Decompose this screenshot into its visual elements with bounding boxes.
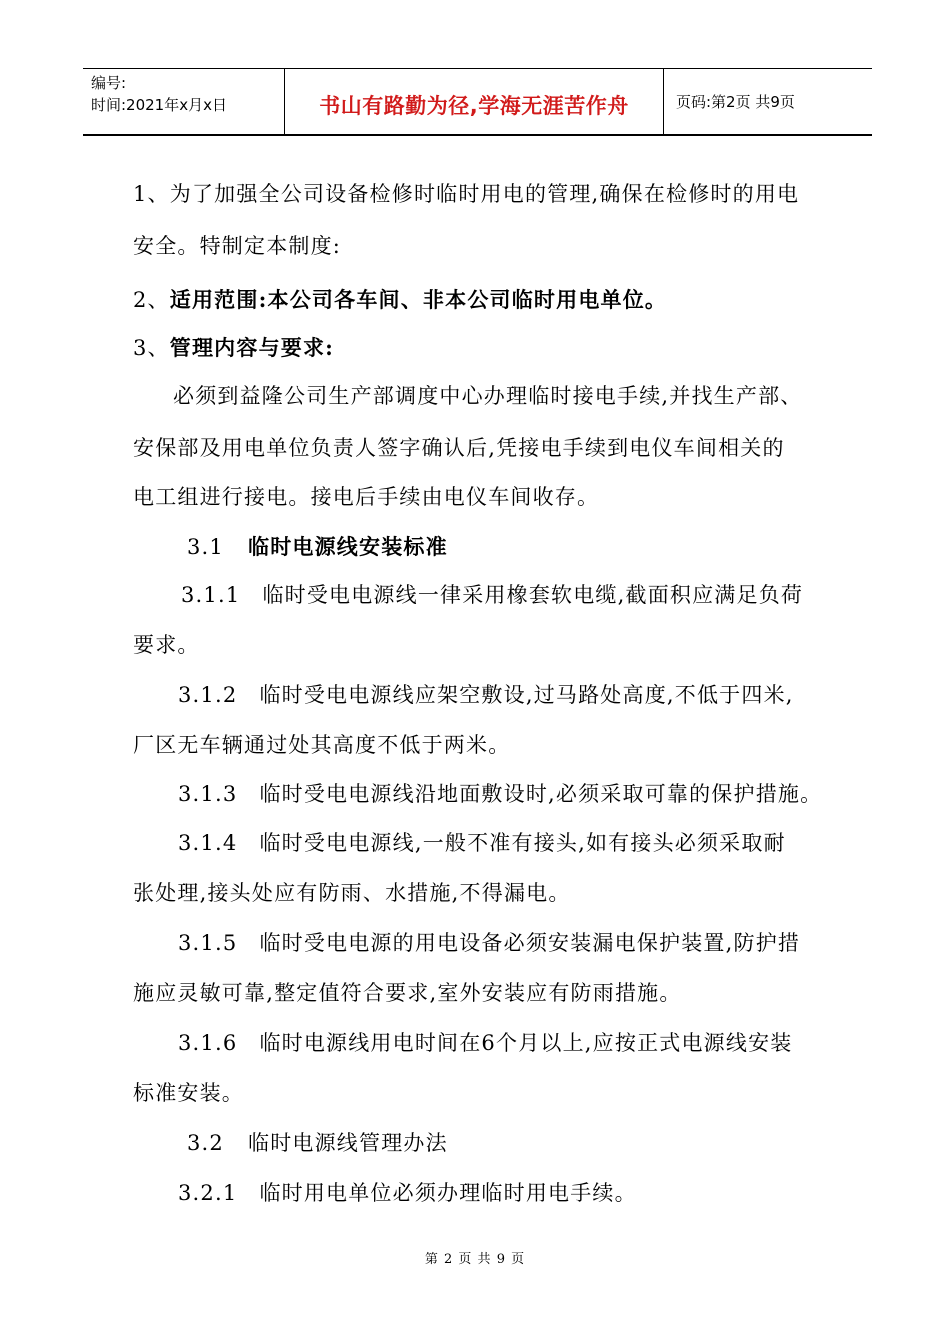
item-3-1-6-text: 临时电源线用电时间在6个月以上,应按正式电源线安装 [259, 1031, 793, 1055]
header-motto-cell [285, 69, 664, 134]
paragraph-2 [133, 284, 667, 314]
paragraph-3-text: 管理内容与要求: [169, 335, 335, 360]
item-3-1-5-text: 临时受电电源的用电设备必须安装漏电保护装置,防护措 [259, 931, 801, 955]
section-3-1-number: 3.1 [187, 535, 224, 559]
item-3-1-4-number: 3.1.4 [178, 831, 238, 855]
item-3-1-5-line-2: 施应灵敏可靠,整定值符合要求,室外安装应有防雨措施。 [133, 981, 682, 1005]
section-3-1-title: 临时电源线安装标准 [248, 534, 448, 559]
item-3-1-1-number: 3.1.1 [181, 583, 241, 607]
section-3-2-title: 临时电源线管理办法 [248, 1131, 448, 1155]
paragraph-4-line-1: 必须到益隆公司生产部调度中心办理临时接电手续,并找生产部、 [173, 384, 803, 408]
item-3-1-2-number: 3.1.2 [178, 683, 238, 707]
item-3-2-1-line-1 [178, 1177, 637, 1207]
paragraph-2-text: 适用范围:本公司各车间、非本公司临时用电单位。 [169, 287, 668, 312]
section-3-2-heading [187, 1127, 448, 1157]
paragraph-3-number: 3、 [133, 336, 170, 360]
item-3-1-6-line-1 [178, 1027, 792, 1057]
paragraph-3 [133, 332, 334, 362]
item-3-1-1-line-1 [181, 579, 803, 609]
item-3-1-2-line-2: 厂区无车辆通过处其高度不低于两米。 [133, 733, 511, 757]
item-3-1-4-line-2: 张处理,接头处应有防雨、水措施,不得漏电。 [133, 881, 571, 905]
paragraph-4-line-2: 安保部及用电单位负责人签字确认后,凭接电手续到电仪车间相关的 [133, 436, 785, 460]
item-3-1-5-number: 3.1.5 [178, 931, 238, 955]
item-3-1-4-line-1 [178, 827, 786, 857]
item-3-1-3-number: 3.1.3 [178, 782, 238, 806]
item-3-1-1-line-2: 要求。 [133, 633, 200, 657]
item-3-1-1-text: 临时受电电源线一律采用橡套软电缆,截面积应满足负荷 [262, 583, 804, 607]
item-3-1-3-text: 临时受电电源线沿地面敷设时,必须采取可靠的保护措施。 [259, 782, 823, 806]
header-meta [83, 69, 285, 134]
document-number-label: 编号: [91, 74, 127, 92]
footer-page-number: 第 2 页 共 9 页 [424, 1252, 526, 1267]
item-3-1-3-line-1 [178, 778, 822, 808]
item-3-1-2-line-1 [178, 679, 794, 709]
item-3-2-1-text: 临时用电单位必须办理临时用电手续。 [259, 1181, 637, 1205]
header-page-cell [664, 69, 872, 134]
section-3-2-number: 3.2 [187, 1131, 224, 1155]
paragraph-1-line-2: 安全。特制定本制度: [133, 234, 342, 258]
paragraph-4-line-3: 电工组进行接电。接电后手续由电仪车间收存。 [133, 485, 600, 509]
paragraph-1-line-1: 1、为了加强全公司设备检修时临时用电的管理,确保在检修时的用电 [133, 182, 800, 206]
section-3-1-heading [187, 531, 448, 561]
paragraph-2-number: 2、 [133, 288, 170, 312]
item-3-1-2-text: 临时受电电源线应架空敷设,过马路处高度,不低于四米, [259, 683, 794, 707]
item-3-1-6-line-2: 标准安装。 [133, 1081, 244, 1105]
page-footer [0, 1248, 950, 1267]
page-header [83, 68, 872, 136]
item-3-1-6-number: 3.1.6 [178, 1031, 238, 1055]
item-3-1-5-line-1 [178, 927, 800, 957]
header-page-number: 页码:第2页 共9页 [676, 93, 795, 111]
document-time-label: 时间:2021年x月x日 [91, 96, 227, 114]
item-3-1-4-text: 临时受电电源线,一般不准有接头,如有接头必须采取耐 [259, 831, 786, 855]
item-3-2-1-number: 3.2.1 [178, 1181, 238, 1205]
header-motto: 书山有路勤为径,学海无涯苦作舟 [319, 93, 629, 118]
